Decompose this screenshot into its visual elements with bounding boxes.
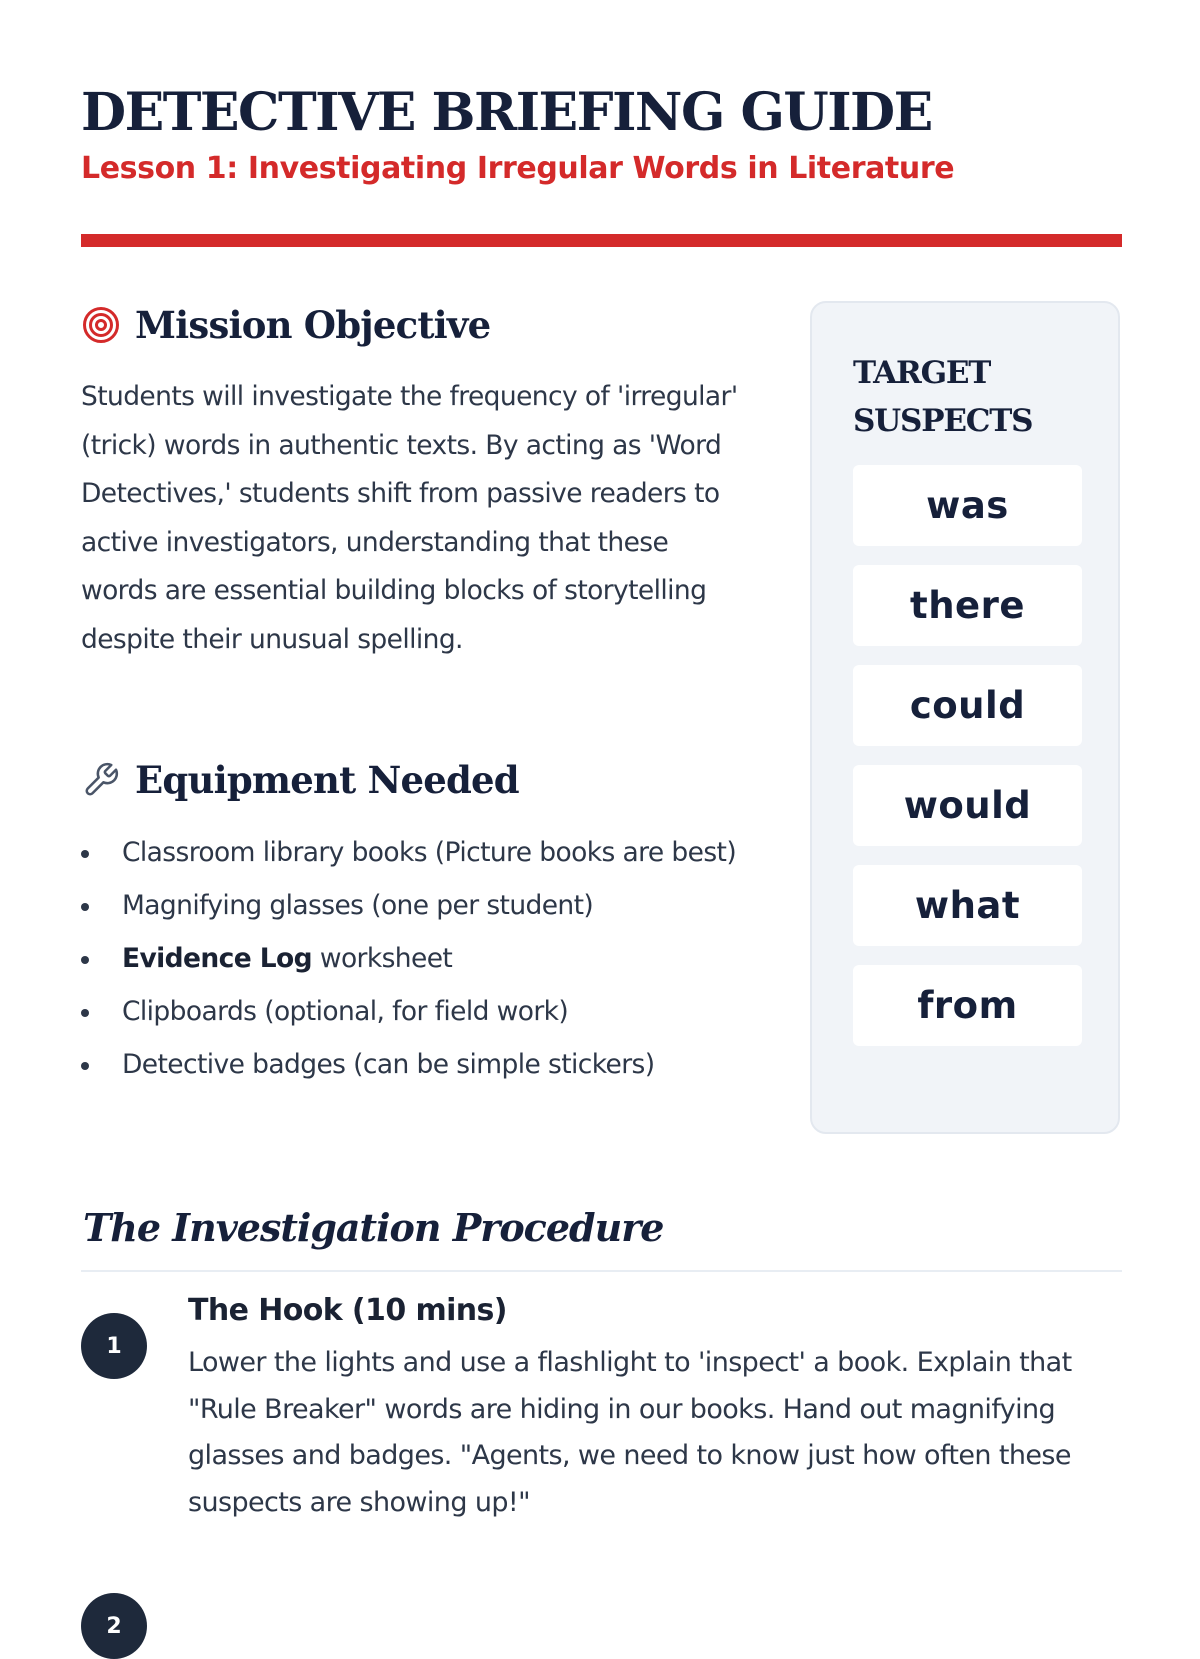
header-divider — [81, 234, 1122, 247]
list-item — [81, 883, 761, 929]
list-item — [81, 830, 761, 876]
bullet — [81, 956, 89, 964]
procedure-divider — [81, 1270, 1122, 1272]
step-number-badge: 2 — [81, 1593, 147, 1659]
equipment-item-text: Detective badges (can be simple stickers) — [122, 1049, 655, 1080]
target-suspects-panel — [810, 301, 1120, 1134]
briefing-guide-page — [81, 0, 1122, 1639]
target-suspects-title: TARGET SUSPECTS — [853, 355, 1033, 439]
lesson-subtitle: Lesson 1: Investigating Irregular Words in Literature — [81, 151, 955, 186]
equipment-item-text: Classroom library books (Picture books are best) — [122, 837, 737, 868]
suspect-word-card: from — [853, 965, 1082, 1046]
step-title: The Hook (10 mins) — [188, 1293, 507, 1328]
equipment-item-strong: Evidence Log — [122, 943, 313, 974]
equipment-label: Equipment Needed — [135, 758, 519, 802]
suspect-word-card: was — [853, 465, 1082, 546]
page-title: DETECTIVE BRIEFING GUIDE — [81, 82, 932, 143]
equipment-heading — [81, 758, 519, 802]
suspect-word-card: could — [853, 665, 1082, 746]
list-item — [81, 1042, 761, 1088]
bullet — [81, 850, 89, 858]
mission-objective-text: Students will investigate the frequency of 'irregular' (trick) words in authentic texts. By acting as 'Word Detectives,' students shift from passive readers to active investigators, understanding that these words are essential building blocks of storytelling despite their unusual spelling. — [81, 381, 738, 655]
suspect-word-card: there — [853, 565, 1082, 646]
step-number-badge: 1 — [81, 1313, 147, 1379]
procedure-heading: The Investigation Procedure — [83, 1205, 664, 1250]
bullet — [81, 1062, 89, 1070]
target-icon — [81, 305, 121, 345]
equipment-item-text: Magnifying glasses (one per student) — [122, 890, 594, 921]
equipment-item-text: worksheet — [312, 943, 453, 974]
bullet — [81, 903, 89, 911]
equipment-item-text: Clipboards (optional, for field work) — [122, 996, 569, 1027]
step-description: Lower the lights and use a flashlight to 'inspect' a book. Explain that "Rule Breaker" words are hiding in our books. Hand out magnifying glasses and badges. "Agents, we need to know just how often these suspects are showing up!" — [188, 1347, 1072, 1518]
equipment-list — [81, 830, 761, 1095]
suspect-word-card: would — [853, 765, 1082, 846]
list-item — [81, 989, 761, 1035]
wrench-icon — [81, 760, 121, 800]
list-item — [81, 936, 761, 982]
mission-objective-heading — [81, 303, 490, 347]
suspect-word-card: what — [853, 865, 1082, 946]
mission-objective-label: Mission Objective — [135, 303, 491, 347]
bullet — [81, 1009, 89, 1017]
